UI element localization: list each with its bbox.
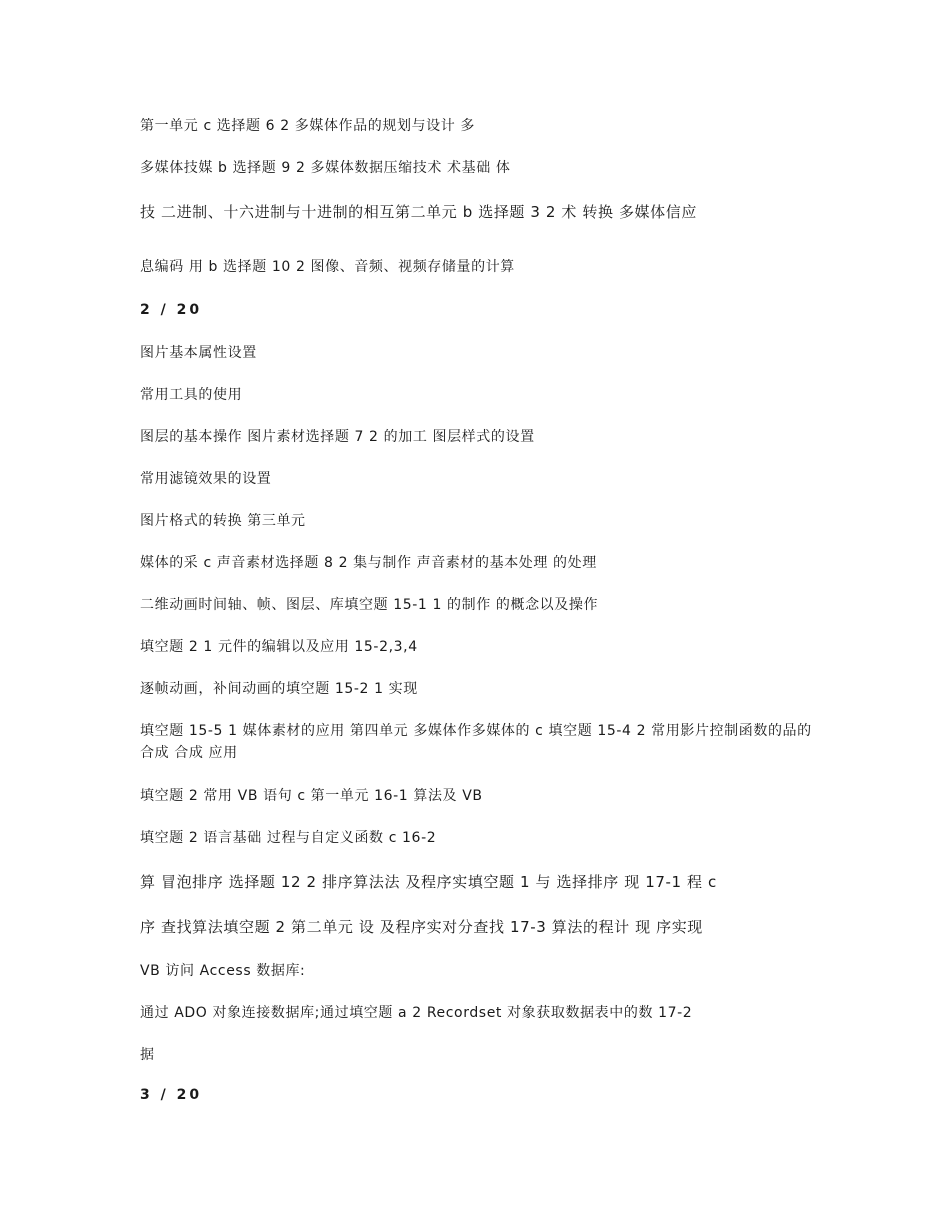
text-line-data-fragment: 据	[140, 1047, 155, 1063]
text-line-compression: 多媒体技媒 b 选择题 9 2 多媒体数据压缩技术 术基础 体	[140, 160, 511, 176]
text-line-composition: 填空题 15-5 1 媒体素材的应用 第四单元 多媒体作多媒体的 c 填空题 15-4 2 常用影片控制函数的品的合成 合成 应用	[140, 723, 812, 761]
text-line-tween: 逐帧动画，补间动画的填空题 15-2 1 实现	[140, 681, 418, 697]
text-line-audio: 媒体的采 c 声音素材选择题 8 2 集与制作 声音素材的基本处理 的处理	[140, 555, 597, 571]
text-line-filters: 常用滤镜效果的设置	[140, 471, 272, 487]
text-line-2d-animation: 二维动画时间轴、帧、图层、库填空题 15-1 1 的制作 的概念以及操作	[140, 597, 599, 613]
text-line-unit1-planning: 第一单元 c 选择题 6 2 多媒体作品的规划与设计 多	[140, 118, 476, 134]
text-line-symbols: 填空题 2 1 元件的编辑以及应用 15-2,3,4	[140, 639, 418, 655]
text-line-number-systems: 技 二进制、十六进制与十进制的相互第二单元 b 选择题 3 2 术 转换 多媒体信应	[140, 203, 697, 221]
text-line-format-conversion: 图片格式的转换 第三单元	[140, 513, 306, 529]
text-line-searching: 序 查找算法填空题 2 第二单元 设 及程序实对分查找 17-3 算法的程计 现 序实现	[140, 918, 703, 936]
text-line-ado: 通过 ADO 对象连接数据库;通过填空题 a 2 Recordset 对象获取数据表中的数 17-2	[140, 1005, 693, 1021]
text-line-functions: 填空题 2 语言基础 过程与自定义函数 c 16-2	[140, 830, 437, 846]
text-line-vb-statements: 填空题 2 常用 VB 语句 c 第一单元 16-1 算法及 VB	[140, 788, 483, 804]
text-line-layers: 图层的基本操作 图片素材选择题 7 2 的加工 图层样式的设置	[140, 429, 535, 445]
text-line-vb-access: VB 访问 Access 数据库:	[140, 963, 306, 979]
page-number-2: 3 / 20	[140, 1087, 203, 1103]
text-line-image-properties: 图片基本属性设置	[140, 345, 257, 361]
text-line-common-tools: 常用工具的使用	[140, 387, 243, 403]
text-line-sorting: 算 冒泡排序 选择题 12 2 排序算法法 及程序实填空题 1 与 选择排序 现 17-1 程 c	[140, 873, 717, 891]
text-line-storage-calc: 息编码 用 b 选择题 10 2 图像、音频、视频存储量的计算	[140, 259, 515, 275]
page-number: 2 / 20	[140, 302, 203, 318]
